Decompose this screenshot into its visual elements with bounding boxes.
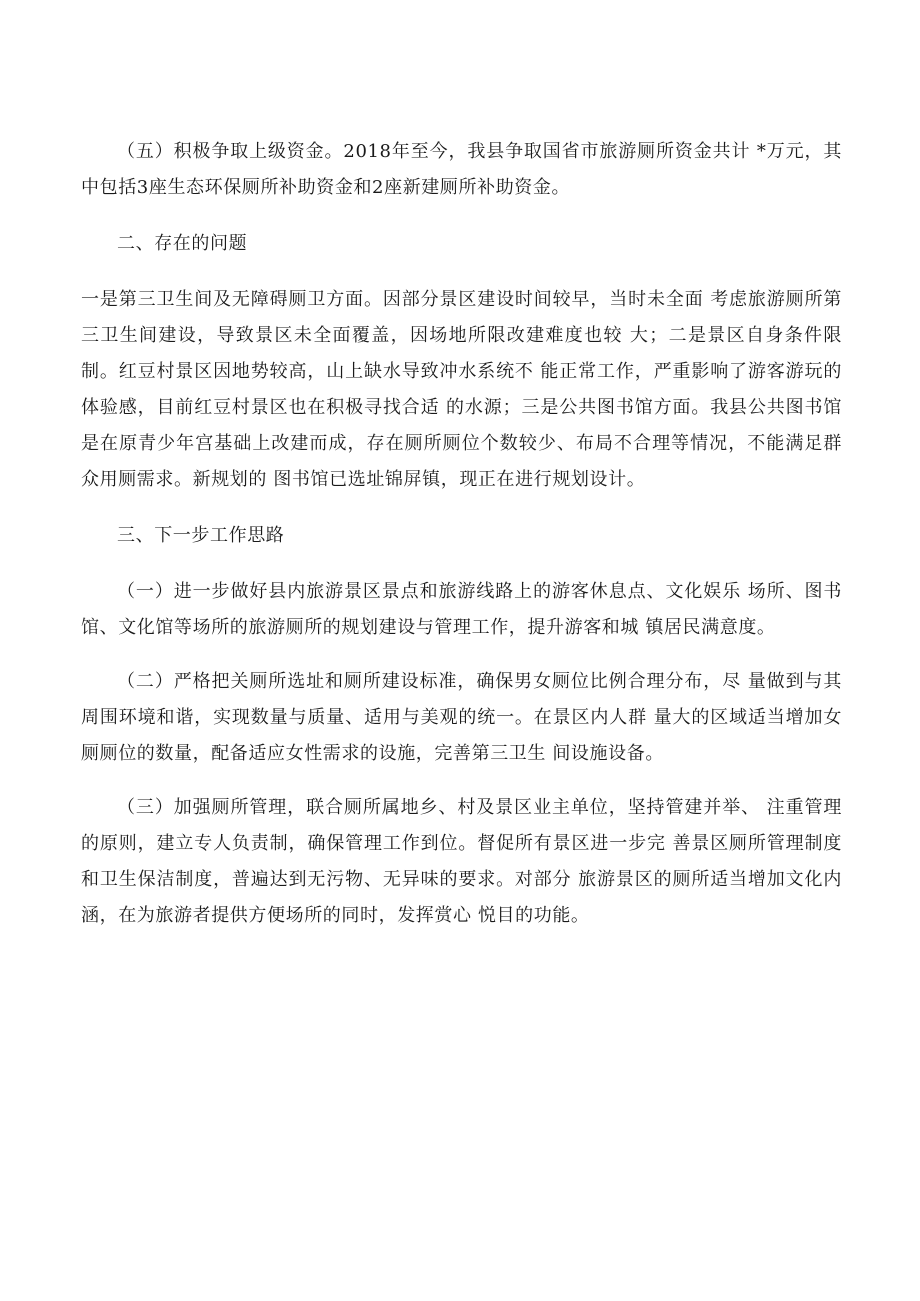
paragraph-funding: （五）积极争取上级资金。2018年至今，我县争取国省市旅游厕所资金共计 *万元，其中包括3座生态环保厕所补助资金和2座新建厕所补助资金。 [81,141,842,198]
spacer [81,554,842,574]
paragraph-step-one: （一）进一步做好县内旅游景区景点和旅游线路上的游客休息点、文化娱乐 场所、图书馆、文化馆等场所的旅游厕所的规划建设与管理工作，提升游客和城 镇居民满意度。 [81,581,842,638]
paragraph-step-three: （三）加强厕所管理，联合厕所属地乡、村及景区业主单位，坚持管建并举、 注重管理的原则，建立专人负责制，确保管理工作到位。督促所有景区进一步完 善景区厕所管理制度和卫生保洁制度，普遍达到无污物、无异味的要求。对部分 旅游景区的厕所适当增加文化内涵，在为旅游者提供方便场所的同时，发挥赏心 悦目的功能。 [81,797,842,926]
paragraph-problems: 一是第三卫生间及无障碍厕卫方面。因部分景区建设时间较早，当时未全面 考虑旅游厕所第三卫生间建设，导致景区未全面覆盖，因场地所限改建难度也较 大；二是景区自身条件限制。红豆村景区因地势较高，山上缺水导致冲水系统不 能正常工作，严重影响了游客游玩的体验感，目前红豆村景区也在积极寻找合适 的水源；三是公共图书馆方面。我县公共图书馆是在原青少年宫基础上改建而成，存在厕所厕位个数较少、布局不合理等情况，不能满足群众用厕需求。新规划的 图书馆已选址锦屏镇，现正在进行规划设计。 [81,289,842,490]
spacer [81,646,842,664]
section-heading-problems: 二、存在的问题 [117,233,248,254]
section-heading-next-steps: 三、下一步工作思路 [117,525,285,546]
spacer [81,206,842,226]
spacer [81,772,842,790]
paragraph-step-two: （二）严格把关厕所选址和厕所建设标准，确保男女厕位比例合理分布，尽 量做到与其周围环境和谐，实现数量与质量、适用与美观的统一。在景区内人群 量大的区域适当增加女厕厕位的数量，配备适应女性需求的设施，完善第三卫生 间设施设备。 [81,671,842,764]
spacer [81,262,842,282]
spacer [81,498,842,518]
